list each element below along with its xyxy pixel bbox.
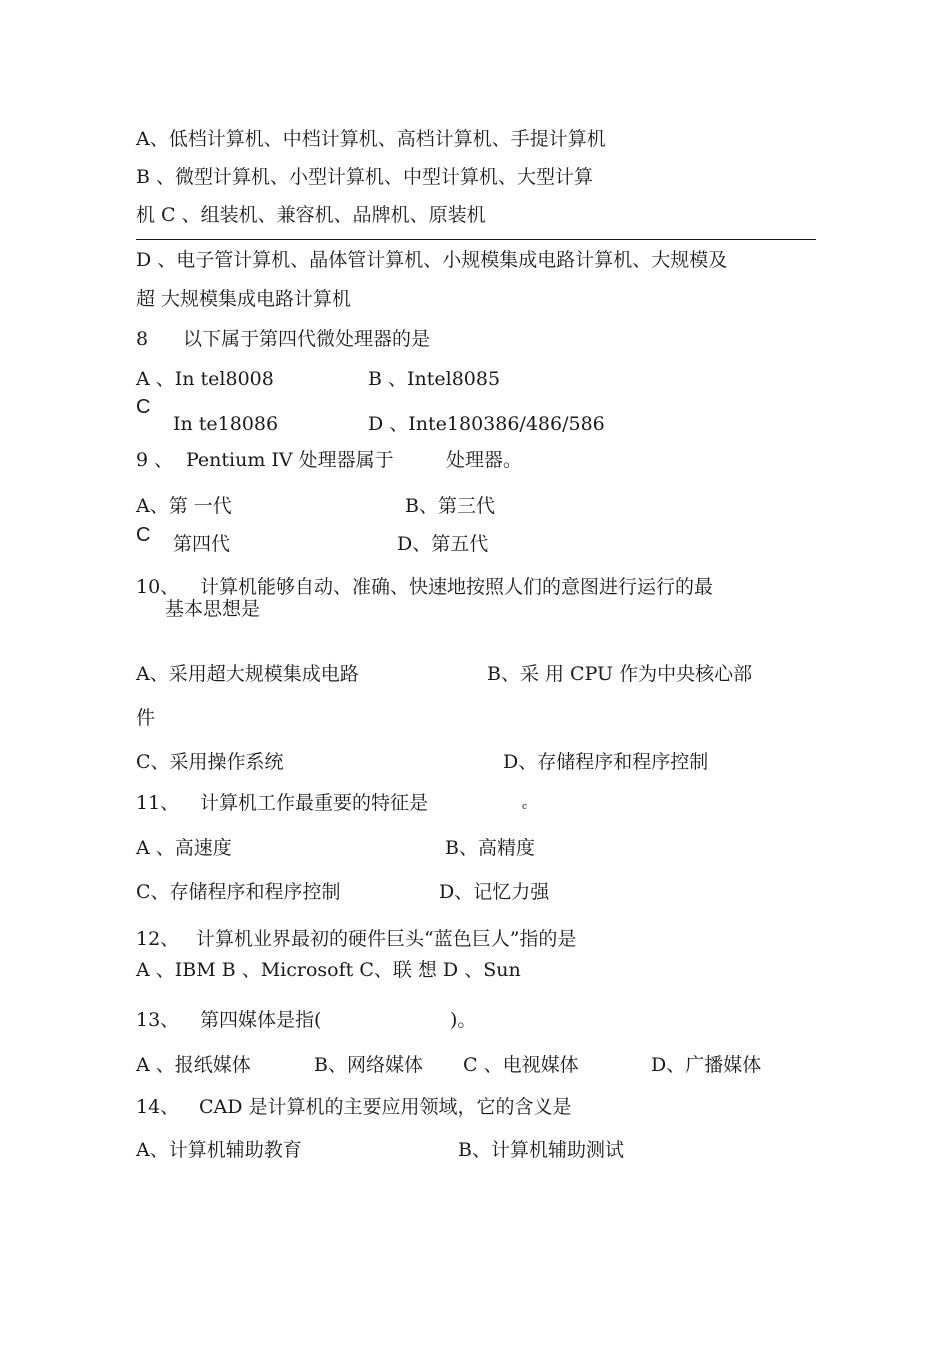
option-c: In te18086 bbox=[173, 413, 279, 435]
option-b: B、采 用 CPU 作为中央核心部 bbox=[487, 663, 753, 685]
option-line: A、低档计算机、中档计算机、高档计算机、手提计算机 bbox=[136, 128, 606, 150]
option-c: C 、电视媒体 bbox=[463, 1054, 579, 1076]
question-text: 第四媒体是指( bbox=[200, 1009, 322, 1031]
question-text-end: )。 bbox=[450, 1009, 477, 1031]
option-a: A、采用超大规模集成电路 bbox=[136, 663, 359, 685]
option-line: B 、微型计算机、小型计算机、中型计算机、大型计算 bbox=[136, 166, 594, 188]
question-text: 计算机工作最重要的特征是 bbox=[200, 792, 429, 814]
option-line: 超 大规模集成电路计算机 bbox=[136, 288, 352, 310]
option-c-label: C bbox=[136, 396, 151, 418]
question-text: 计算机业界最初的硬件巨头“蓝色巨人”指的是 bbox=[196, 928, 577, 950]
option-a: A 、报纸媒体 bbox=[136, 1054, 251, 1076]
option-b: B、网络媒体 bbox=[314, 1054, 423, 1076]
option-d: D、第五代 bbox=[397, 533, 489, 555]
option-line: 机 C 、组装机、兼容机、品牌机、原装机 bbox=[136, 204, 486, 226]
option-c: 第四代 bbox=[173, 533, 231, 555]
option-b-cont: 件 bbox=[136, 707, 156, 729]
option-a: A、计算机辅助教育 bbox=[136, 1139, 302, 1161]
option-line: D 、电子管计算机、晶体管计算机、小规模集成电路计算机、大规模及 bbox=[136, 249, 728, 271]
question-number: 10、 bbox=[136, 576, 180, 598]
stray-mark: c bbox=[522, 802, 528, 812]
question-number: 8 bbox=[136, 328, 149, 350]
question-number: 12、 bbox=[136, 928, 180, 950]
option-a: A、第 一代 bbox=[136, 495, 232, 517]
question-text: 以下属于第四代微处理器的是 bbox=[183, 328, 431, 350]
option-a: A 、高速度 bbox=[136, 837, 232, 859]
question-number: 13、 bbox=[136, 1009, 180, 1031]
option-a: A 、In tel8008 bbox=[136, 368, 274, 390]
option-d: D 、Inte180386/486/586 bbox=[368, 413, 605, 435]
option-d: D、记忆力强 bbox=[439, 881, 550, 903]
question-text: CAD 是计算机的主要应用领域，它的含义是 bbox=[199, 1096, 572, 1118]
option-b: B、高精度 bbox=[445, 837, 535, 859]
option-b: B 、Intel8085 bbox=[368, 368, 501, 390]
question-number: 9 、 bbox=[136, 449, 174, 471]
question-number: 14、 bbox=[136, 1096, 180, 1118]
question-text: 计算机能够自动、准确、快速地按照人们的意图进行运行的最 bbox=[200, 576, 714, 598]
option-c: C、采用操作系统 bbox=[136, 751, 284, 773]
option-d: D、存储程序和程序控制 bbox=[503, 751, 709, 773]
option-c: C、存储程序和程序控制 bbox=[136, 881, 341, 903]
option-b: B、计算机辅助测试 bbox=[458, 1139, 624, 1161]
question-text-cont: 基本思想是 bbox=[165, 598, 261, 620]
options-line: A 、IBM B 、Microsoft C、联 想 D 、Sun bbox=[136, 959, 521, 981]
question-text: Pentium IV 处理器属于 bbox=[186, 449, 394, 471]
option-b: B、第三代 bbox=[405, 495, 495, 517]
question-text-end: 处理器。 bbox=[446, 449, 523, 471]
horizontal-rule bbox=[136, 239, 816, 240]
option-d: D、广播媒体 bbox=[651, 1054, 762, 1076]
option-c-label: C bbox=[136, 524, 151, 546]
question-number: 11、 bbox=[136, 792, 180, 814]
